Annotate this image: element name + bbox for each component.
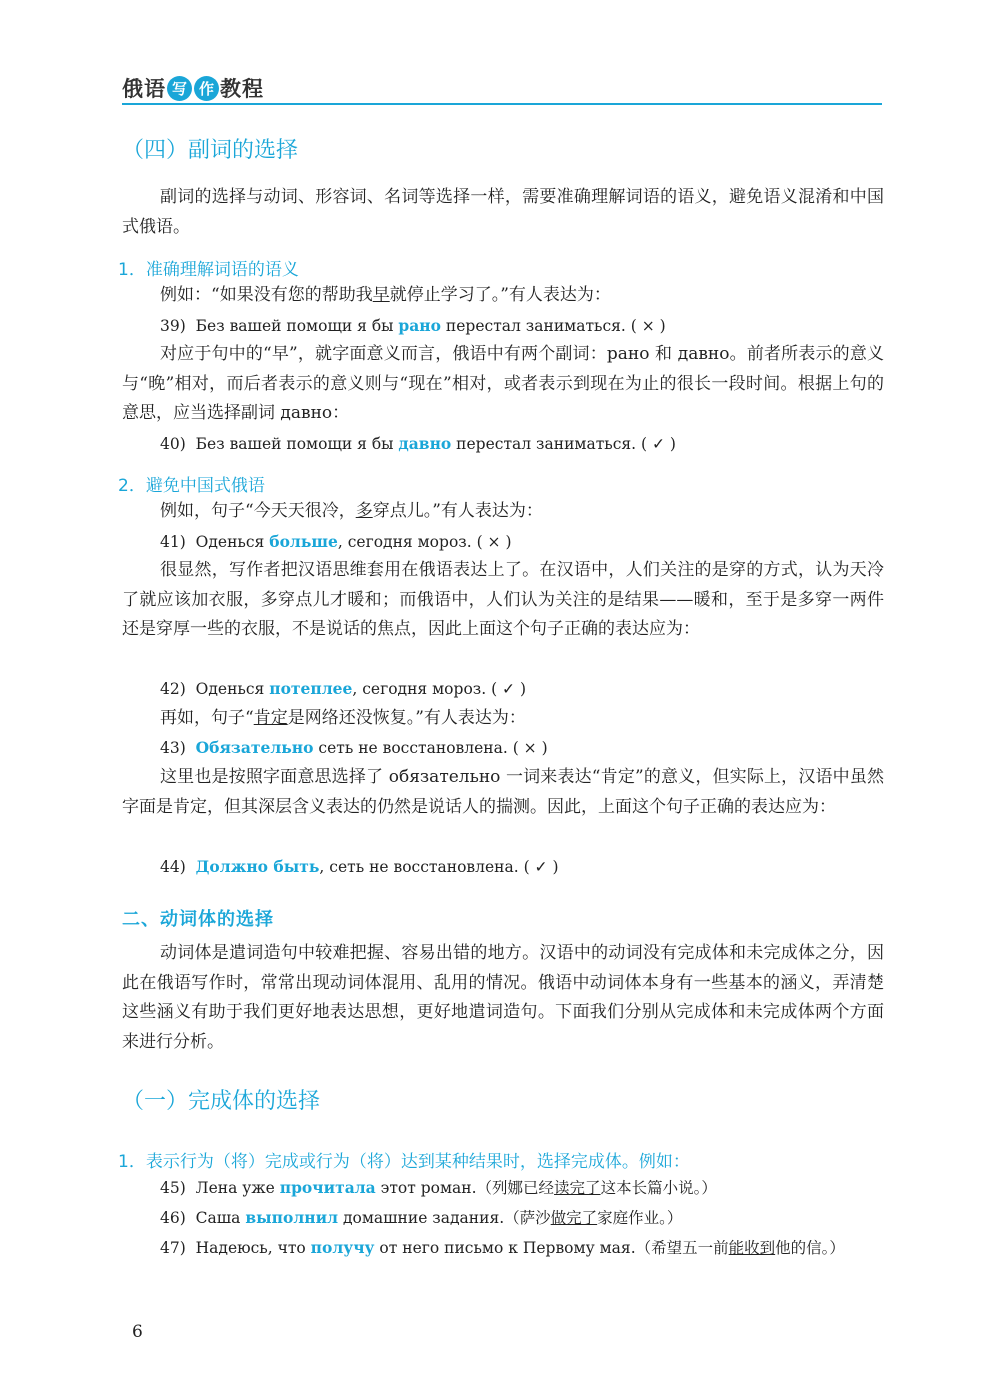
header-circle-char: 写 [167, 76, 192, 101]
header-title-end: 教程 [220, 77, 264, 101]
subheading-perfective-usage: 1．表示行为（将）完成或行为（将）达到某种结果时，选择完成体。例如： [118, 1152, 690, 1172]
example-46: 46) Саша выполнил домашние задания.（萨沙做完了家庭作业。） [160, 1208, 683, 1227]
paragraph-39: 对应于句中的“早”，就字面意义而言，俄语中有两个副词：рано 和 давно。前者所表示的意义与“晚”相对，而后者表示的意义则与“现在”相对，或者表示到现在为止的很长一段时间。根据上句的意思，应当选择副词 давно： [122, 344, 884, 423]
subheading-avoid-chinglish: 2．避免中国式俄语 [118, 476, 265, 496]
example-43: 43) Обязательно сеть не восстановлена. ( × ) [160, 738, 548, 757]
chapter-heading-verb-aspect: 二、动词体的选择 [122, 909, 274, 930]
header-rule [122, 103, 882, 105]
section-heading-adverbs: （四）副词的选择 [122, 138, 299, 163]
example-41: 41) Оденься больше, сегодня мороз. ( × ) [160, 532, 512, 551]
header-circle-char: 作 [194, 76, 219, 101]
header-title-start: 俄语 [122, 77, 166, 101]
running-header [122, 72, 264, 104]
paragraph-verb-aspect: 动词体是遣词造句中较难把握、容易出错的地方。汉语中的动词没有完成体和未完成体之分，因此在俄语写作时，常常出现动词体混用、乱用的情况。俄语中动词体本身有一些基本的涵义，弄清楚这些涵义有助于我们更好地表达思想，更好地遣词造句。下面我们分别从完成体和未完成体两个方面来进行分析。 [122, 943, 884, 1052]
paragraph-41: 很显然，写作者把汉语思维套用在俄语表达上了。在汉语中，人们关注的是穿的方式，认为天冷了就应该加衣服，多穿点儿才暖和；而俄语中，人们认为关注的是结果——暖和，至于是多穿一两件还是穿厚一些的衣服，不是说话的焦点，因此上面这个句子正确的表达应为： [122, 560, 884, 639]
example-42: 42) Оденься потеплее, сегодня мороз. ( ✓ ) [160, 679, 527, 698]
example-39: 39) Без вашей помощи я бы рано перестал заниматься. ( × ) [160, 316, 666, 335]
paragraph-intro: 副词的选择与动词、形容词、名词等选择一样，需要准确理解词语的语义，避免语义混淆和中国式俄语。 [122, 187, 884, 237]
example-intro-1: 例如：“如果没有您的帮助我早就停止学习了。”有人表达为： [160, 285, 611, 305]
example-intro-2: 例如，句子“今天天很冷，多穿点儿。”有人表达为： [160, 501, 543, 521]
subheading-semantics: 1．准确理解词语的语义 [118, 260, 299, 280]
example-intro-3: 再如，句子“肯定是网络还没恢复。”有人表达为： [160, 708, 526, 728]
example-47: 47) Надеюсь, что получу от него письмо к Первому мая.（希望五一前能收到他的信。） [160, 1238, 845, 1257]
example-44: 44) Должно быть, сеть не восстановлена. ( ✓ ) [160, 857, 559, 876]
example-40: 40) Без вашей помощи я бы давно перестал заниматься. ( ✓ ) [160, 434, 676, 453]
paragraph-43: 这里也是按照字面意思选择了 обязательно 一词来表达“肯定”的意义，但实际上，汉语中虽然字面是肯定，但其深层含义表达的仍然是说话人的揣测。因此，上面这个句子正确的表达应为： [122, 767, 884, 817]
page-number: 6 [132, 1322, 143, 1342]
section-heading-perfective: （一）完成体的选择 [122, 1089, 321, 1114]
example-45: 45) Лена уже прочитала этот роман.（列娜已经读完了这本长篇小说。） [160, 1178, 717, 1197]
